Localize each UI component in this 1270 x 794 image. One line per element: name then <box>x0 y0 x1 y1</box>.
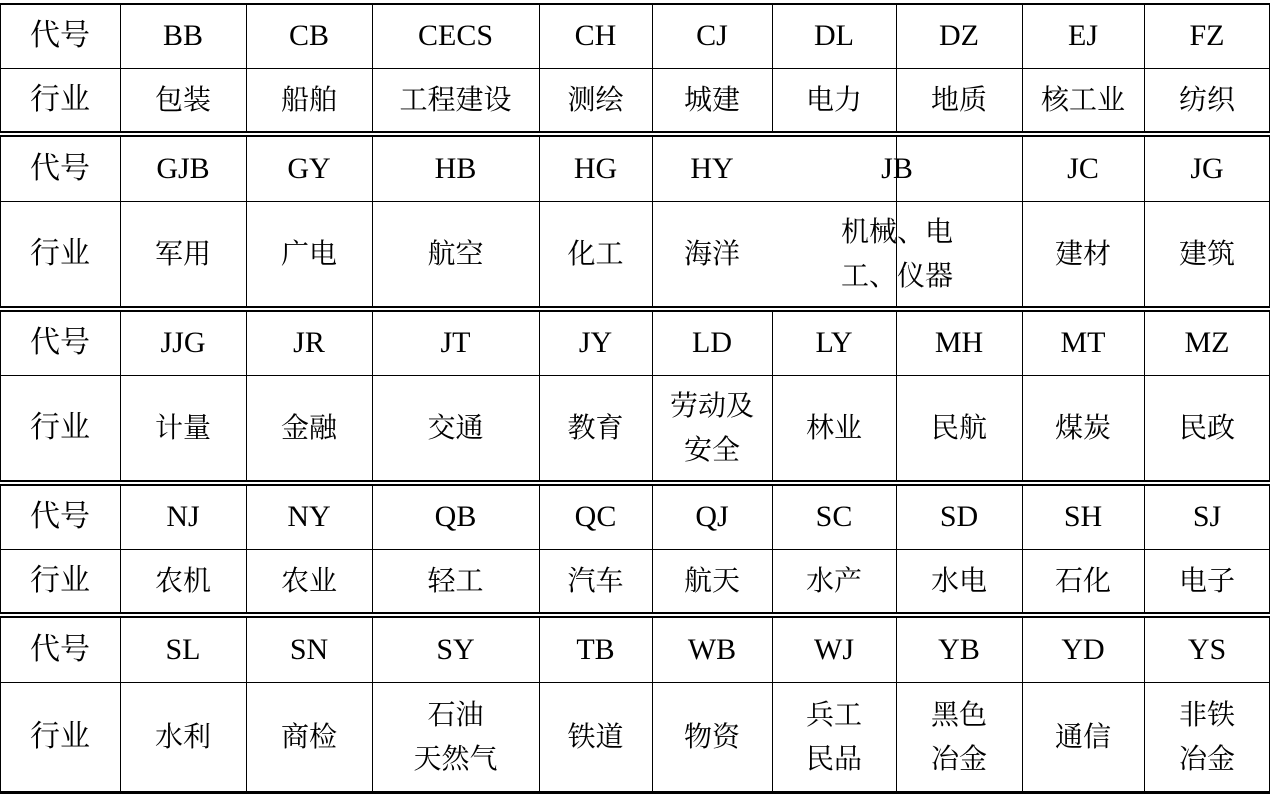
standard-code-cell: JC <box>1067 152 1099 185</box>
standard-code-cell: JT <box>440 326 471 359</box>
industry-name-cell: 商检 <box>280 719 337 753</box>
standard-code-cell: SH <box>1063 500 1103 533</box>
standard-code-cell: CB <box>288 19 330 52</box>
industry-name-cell: 林业 <box>805 410 862 444</box>
standard-code-cell: DL <box>814 19 854 52</box>
standard-code-cell: SL <box>165 633 201 666</box>
row-header-code: 代号 <box>30 325 90 360</box>
industry-name-cell: 农机 <box>154 563 211 597</box>
standard-code-cell: YS <box>1187 633 1227 666</box>
standard-code-cell: NY <box>287 500 331 533</box>
standard-code-cell: QJ <box>695 500 729 533</box>
row-header-code: 代号 <box>30 18 90 53</box>
industry-name-cell: 包装 <box>154 82 211 116</box>
standard-code-cell: JG <box>1190 152 1224 185</box>
standard-code-cell: QB <box>434 500 477 533</box>
industry-name-cell: 石化 <box>1054 563 1111 597</box>
standard-code-cell: JB <box>881 152 913 185</box>
standard-code-cell: SN <box>289 633 329 666</box>
row-header-industry: 行业 <box>30 718 90 754</box>
standard-code-cell: SC <box>815 500 853 533</box>
industry-name-cell: 铁道 <box>567 719 624 753</box>
industry-name-cell: 交通 <box>427 410 484 444</box>
row-header-code: 代号 <box>30 151 90 186</box>
standard-code-cell: HY <box>690 152 734 185</box>
standard-code-cell: LY <box>815 326 853 359</box>
standard-code-cell: SJ <box>1192 500 1222 533</box>
standard-code-cell: JJG <box>160 326 206 359</box>
industry-name-cell: 煤炭 <box>1054 410 1111 444</box>
row-header-code: 代号 <box>30 499 90 534</box>
industry-name-cell: 航天 <box>683 563 740 597</box>
band-separator-rule <box>0 612 1270 614</box>
standard-code-cell: QC <box>574 500 617 533</box>
standard-code-cell: FZ <box>1189 19 1225 52</box>
standard-code-cell: EJ <box>1068 19 1098 52</box>
standard-code-cell: WJ <box>814 633 854 666</box>
industry-name-cell: 纺织 <box>1178 82 1235 116</box>
standard-code-cell: TB <box>576 633 615 666</box>
standard-code-cell: GJB <box>156 152 210 185</box>
row-header-industry: 行业 <box>30 562 90 598</box>
industry-name-cell: 建材 <box>1054 236 1111 270</box>
standard-code-cell: HG <box>573 152 618 185</box>
industry-name-cell: 轻工 <box>427 563 484 597</box>
band-separator-rule <box>0 306 1270 308</box>
standard-code-cell: YB <box>938 633 980 666</box>
standard-code-cell: YD <box>1061 633 1105 666</box>
standard-code-cell: BB <box>162 19 204 52</box>
industry-name-cell: 水利 <box>154 719 211 753</box>
row-header-industry: 行业 <box>30 409 90 445</box>
industry-name-cell: 地质 <box>930 82 987 116</box>
industry-name-cell: 工程建设 <box>399 82 512 116</box>
standard-code-cell: JR <box>293 326 325 359</box>
industry-name-cell: 通信 <box>1054 719 1111 753</box>
standard-code-cell: LD <box>692 326 732 359</box>
industry-name-cell: 化工 <box>567 236 624 270</box>
industry-name-cell: 海洋 <box>683 236 740 270</box>
industry-name-cell: 汽车 <box>567 563 624 597</box>
industry-name-cell: 金融 <box>280 410 337 444</box>
industry-name-cell: 石油 天然气 <box>413 697 498 775</box>
standard-code-cell: JY <box>578 326 613 359</box>
industry-name-cell: 非铁 冶金 <box>1178 697 1235 775</box>
band-separator-rule <box>0 480 1270 482</box>
standard-code-cell: CH <box>574 19 617 52</box>
standard-code-cell: WB <box>687 633 737 666</box>
standard-code-cell: NJ <box>166 500 200 533</box>
industry-name-cell: 水产 <box>805 563 862 597</box>
industry-name-cell: 核工业 <box>1040 82 1125 116</box>
industry-name-cell: 城建 <box>683 82 740 116</box>
industry-name-cell: 机械、电 工、仪器 <box>840 214 953 292</box>
industry-name-cell: 物资 <box>683 719 740 753</box>
industry-name-cell: 电力 <box>805 82 862 116</box>
industry-name-cell: 黑色 冶金 <box>930 697 987 775</box>
standard-code-cell: MH <box>934 326 984 359</box>
industry-name-cell: 军用 <box>154 236 211 270</box>
band-separator-rule <box>0 131 1270 133</box>
standard-code-cell: MT <box>1060 326 1106 359</box>
industry-name-cell: 计量 <box>154 410 211 444</box>
industry-name-cell: 民航 <box>930 410 987 444</box>
standard-code-cell: MZ <box>1184 326 1230 359</box>
standard-code-cell: HB <box>434 152 477 185</box>
industry-name-cell: 劳动及 安全 <box>669 388 754 466</box>
industry-name-cell: 船舶 <box>280 82 337 116</box>
standard-code-cell: SY <box>436 633 475 666</box>
row-header-code: 代号 <box>30 632 90 667</box>
industry-name-cell: 民政 <box>1178 410 1235 444</box>
industry-name-cell: 电子 <box>1178 563 1235 597</box>
standard-code-cell: GY <box>287 152 331 185</box>
standard-code-cell: SD <box>939 500 979 533</box>
row-header-industry: 行业 <box>30 235 90 271</box>
industry-name-cell: 测绘 <box>567 82 624 116</box>
row-header-industry: 行业 <box>30 81 90 117</box>
standard-code-cell: CECS <box>417 19 494 52</box>
standard-code-cell: CJ <box>696 19 728 52</box>
industry-name-cell: 航空 <box>427 236 484 270</box>
industry-name-cell: 兵工 民品 <box>805 697 862 775</box>
industry-name-cell: 建筑 <box>1178 236 1235 270</box>
standard-code-cell: DZ <box>939 19 979 52</box>
industry-name-cell: 水电 <box>930 563 987 597</box>
industry-name-cell: 广电 <box>280 236 337 270</box>
industry-name-cell: 农业 <box>280 563 337 597</box>
industry-name-cell: 教育 <box>567 410 624 444</box>
